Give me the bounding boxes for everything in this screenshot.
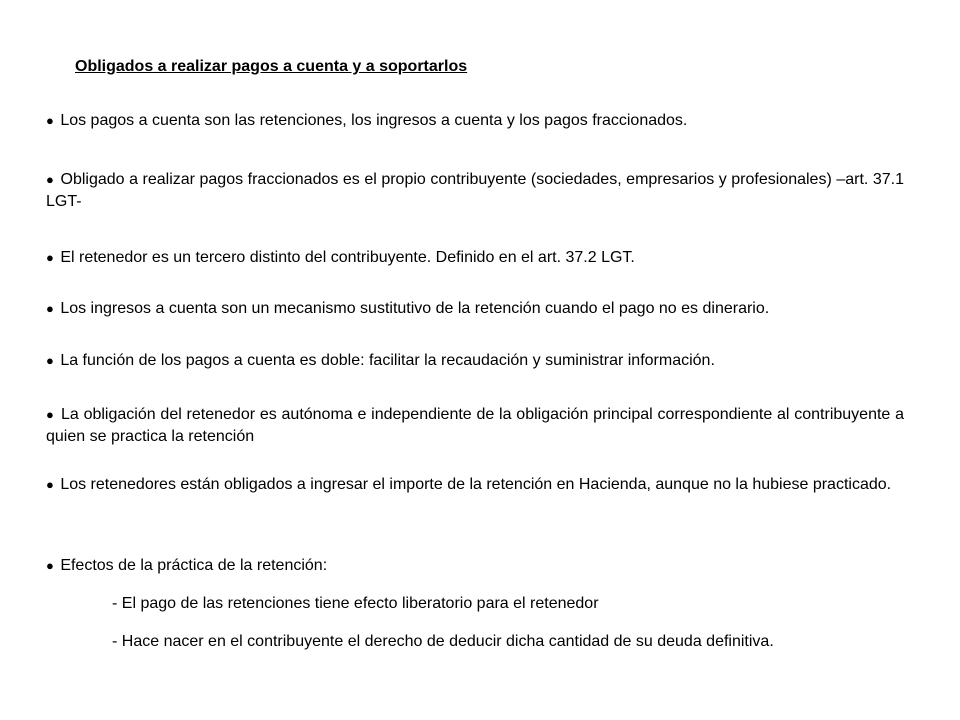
bullet-text: Los retenedores están obligados a ingresar el importe de la retención en Hacienda, aunque no la hubiese practicado. [60,476,892,493]
bullet-icon: ● [46,301,54,316]
bullet-text: Obligado a realizar pagos fraccionados es el propio contribuyente (sociedades, empresarios y profesionales) –art. 37.1 LGT- [46,171,905,210]
bullet-item [46,169,904,213]
bullet-item [46,404,904,448]
bullet-item [46,110,904,132]
bullet-text: La función de los pagos a cuenta es doble: facilitar la recaudación y suministrar información. [60,352,715,369]
bullet-item [46,474,904,496]
bullet-text: Los pagos a cuenta son las retenciones, los ingresos a cuenta y los pagos fraccionados. [60,112,688,129]
bullet-item [46,247,904,269]
bullet-icon: ● [46,250,54,265]
bullet-icon: ● [46,477,54,492]
sub-item: - Hace nacer en el contribuyente el derecho de deducir dicha cantidad de su deuda definitiva. [112,633,774,650]
bullet-icon: ● [46,353,54,368]
bullet-icon: ● [46,113,54,128]
bullet-text: La obligación del retenedor es autónoma e independiente de la obligación principal correspondiente al contribuyente a quien se practica la retención [46,406,905,445]
page-title: Obligados a realizar pagos a cuenta y a soportarlos [75,58,468,75]
bullet-icon: ● [46,558,54,573]
bullet-item [46,350,904,372]
bullet-icon: ● [46,172,54,187]
bullet-icon: ● [46,407,55,422]
bullet-text: El retenedor es un tercero distinto del contribuyente. Definido en el art. 37.2 LGT. [60,249,635,266]
bullet-text: Los ingresos a cuenta son un mecanismo sustitutivo de la retención cuando el pago no es dinerario. [60,300,770,317]
bullet-item [46,555,904,577]
bullet-text: Efectos de la práctica de la retención: [60,557,328,574]
sub-item: - El pago de las retenciones tiene efecto liberatorio para el retenedor [112,595,599,612]
bullet-item [46,298,904,320]
